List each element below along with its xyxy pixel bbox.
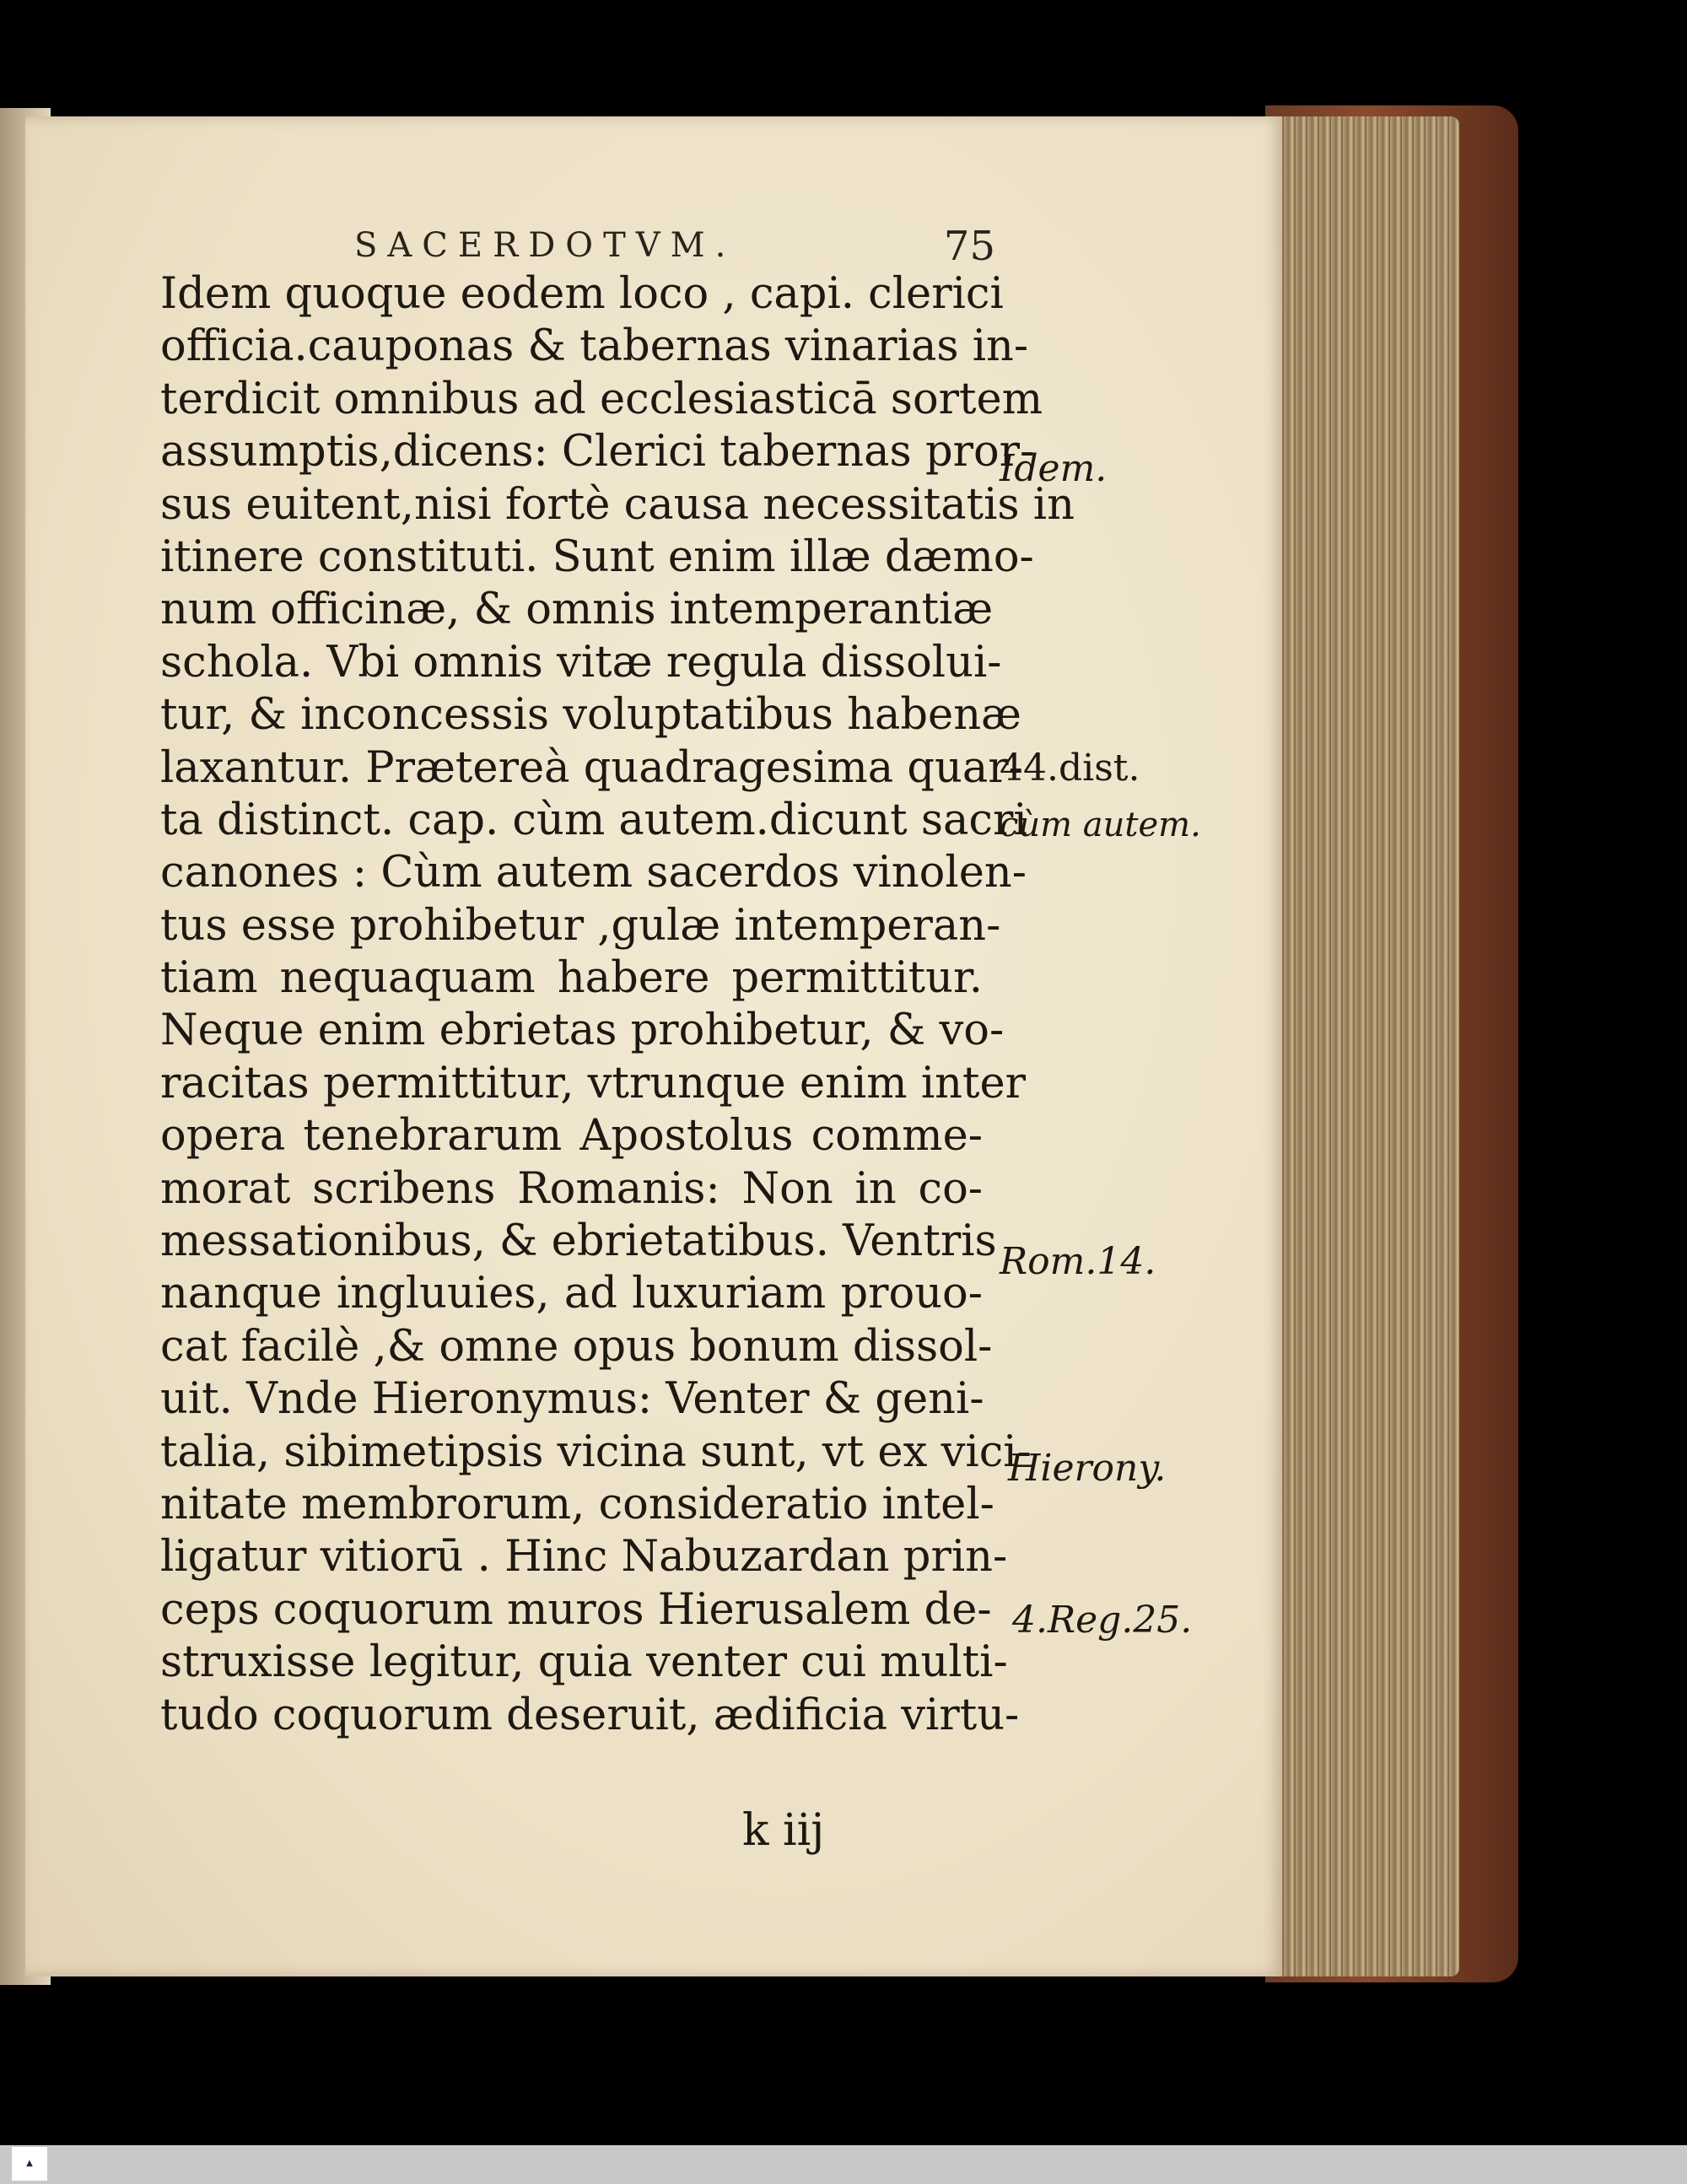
text-line: ceps coquorum muros Hierusalem de- xyxy=(160,1584,992,1635)
text-line: morat scribens Romanis: Non in co- xyxy=(160,1163,983,1214)
signature-mark: k iij xyxy=(742,1805,825,1856)
text-line: opera tenebrarum Apostolus comme- xyxy=(160,1111,983,1162)
text-line: racitas permittitur, vtrunque enim inter xyxy=(160,1058,1027,1108)
margin-note-hierony: Hierony. xyxy=(1008,1447,1167,1490)
text-line: ta distinct. cap. cùm autem.dicunt sacri xyxy=(160,795,1027,845)
text-line: tiam nequaquam habere permittitur. xyxy=(160,953,983,1004)
text-line: talia, sibimetipsis vicina sunt, vt ex vici- xyxy=(160,1426,1032,1477)
margin-note-reg: 4.Reg.25. xyxy=(1012,1599,1193,1642)
text-line: schola. Vbi omnis vitæ regula dissolui- xyxy=(160,637,1002,688)
running-head xyxy=(354,223,995,270)
text-line: cat facilè ,& omne opus bonum dissol- xyxy=(160,1321,993,1372)
text-line: itinere constituti. Sunt enim illæ dæmo- xyxy=(160,531,1034,582)
page-number: 75 xyxy=(943,223,995,270)
text-line: uit. Vnde Hieronymus: Venter & geni- xyxy=(160,1374,984,1425)
text-line: Idem quoque eodem loco , capi. clerici xyxy=(160,269,1004,319)
text-line: nanque ingluuies, ad luxuriam prouo- xyxy=(160,1269,983,1319)
library-logo-icon: ▲ xyxy=(12,2147,47,2181)
text-line: nitate membrorum, consideratio intel- xyxy=(160,1479,994,1529)
margin-note-dist: 44.dist. xyxy=(1000,747,1140,790)
text-line: messationibus, & ebrietatibus. Ventris xyxy=(160,1216,997,1267)
text-line: assumptis,dicens: Clerici tabernas pror- xyxy=(160,427,1035,477)
text-line: tudo coquorum deseruit, ædificia virtu- xyxy=(160,1690,1020,1740)
viewer-footer-bar xyxy=(0,2145,1687,2184)
text-line: ligatur vitiorū . Hinc Nabuzardan prin- xyxy=(160,1532,1008,1583)
text-line: num officinæ, & omnis intemperantiæ xyxy=(160,585,994,635)
text-line: struxisse legitur, quia venter cui multi- xyxy=(160,1637,1008,1688)
margin-note-cum-autem: cùm autem. xyxy=(1000,806,1201,844)
text-line: officia.cauponas & tabernas vinarias in- xyxy=(160,321,1029,372)
text-line: Neque enim ebrietas prohibetur, & vo- xyxy=(160,1006,1005,1056)
margin-note-rom: Rom.14. xyxy=(1000,1240,1156,1283)
text-line: canones : Cùm autem sacerdos vinolen- xyxy=(160,848,1027,898)
text-line: laxantur. Prætereà quadragesima quar- xyxy=(160,742,1023,793)
margin-note-idem: Idem. xyxy=(1000,447,1108,490)
text-line: tur, & inconcessis voluptatibus habenæ xyxy=(160,690,1021,741)
running-head-title: SACERDOTVM. xyxy=(354,226,736,265)
text-line: tus esse prohibetur ,gulæ intemperan- xyxy=(160,900,1001,951)
text-line: sus euitent,nisi fortè causa necessitatis in xyxy=(160,479,1075,530)
text-line: terdicit omnibus ad ecclesiasticā sortem xyxy=(160,374,1043,424)
